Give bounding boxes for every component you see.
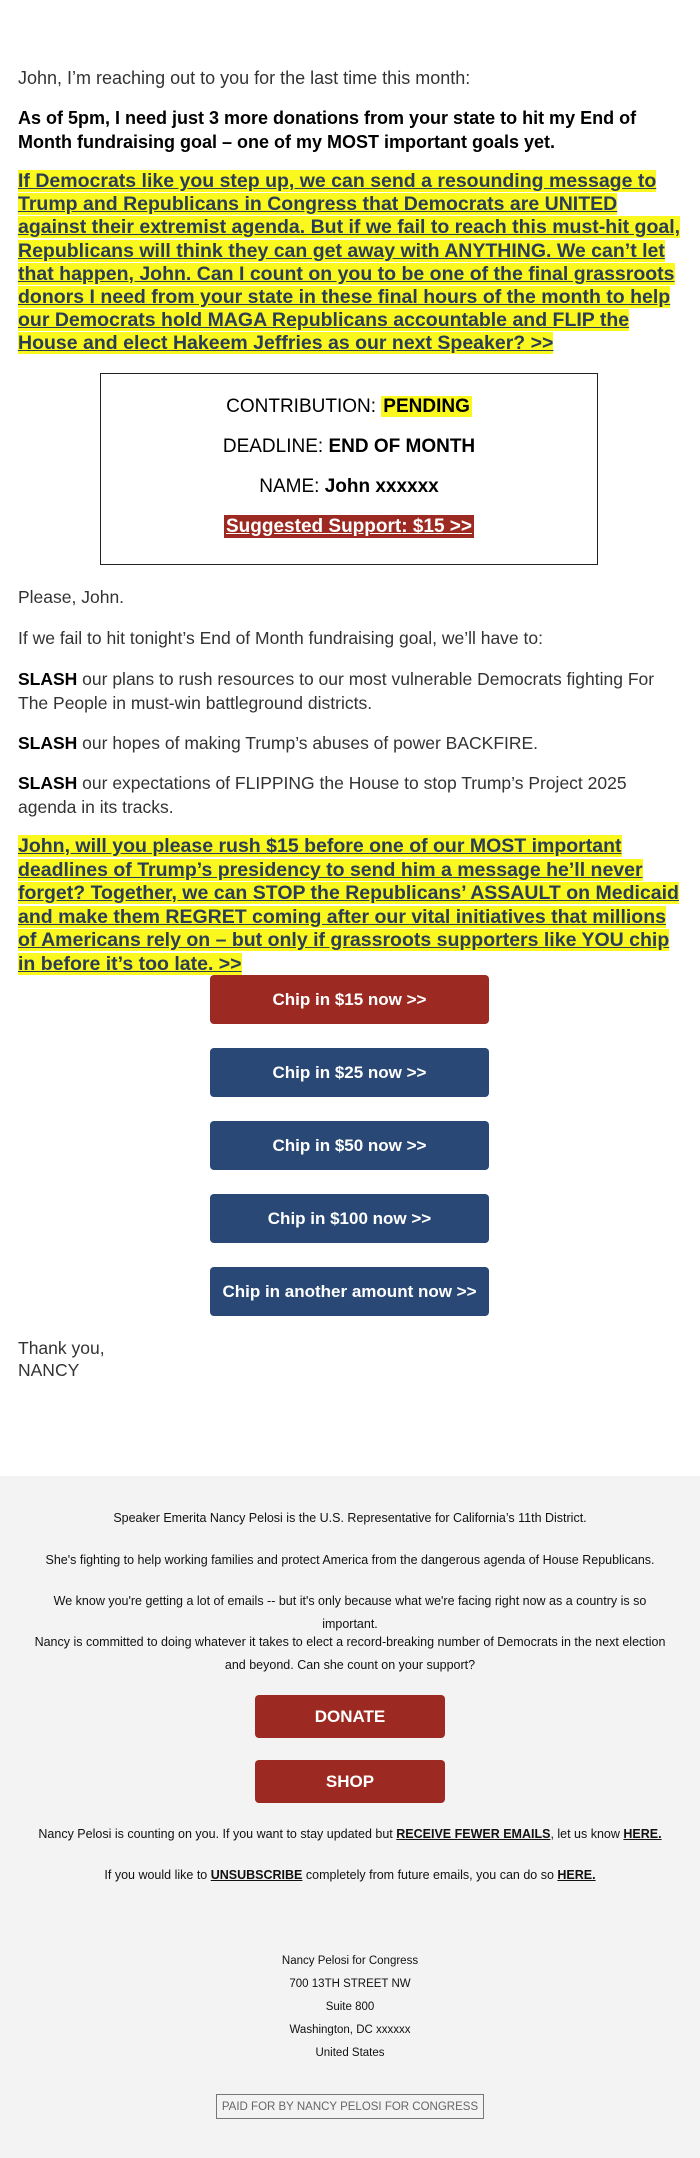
slash-item-3: [18, 771, 682, 819]
footer-emails-text: We know you're getting a lot of emails -- but it's only because what we're facing right now as a country is so important.: [53, 1594, 647, 1631]
name-label: NAME:: [259, 476, 325, 497]
paid-for-disclaimer: PAID FOR BY NANCY PELOSI FOR CONGRESS: [216, 2094, 484, 2119]
address-city: Washington, DC xxxxxx: [289, 2024, 411, 2036]
signoff: Thank you,: [18, 1338, 105, 1358]
slash-text: our plans to rush resources to our most vulnerable Democrats fighting For The People in must-win battleground districts.: [18, 669, 655, 713]
donate-button[interactable]: DONATE: [255, 1695, 445, 1738]
rush-paragraph-link[interactable]: [18, 835, 682, 976]
address-street: 700 13TH STREET NW: [289, 1978, 411, 1990]
email-footer: [0, 1476, 700, 2158]
contribution-box: [100, 373, 598, 565]
fewer-emails-prefix: Nancy Pelosi is counting on you. If you want to stay updated but: [38, 1827, 397, 1841]
footer-district-text: Speaker Emerita Nancy Pelosi is the U.S. Representative for California’s 11th District.: [113, 1511, 587, 1525]
please-text: Please, John.: [18, 587, 125, 607]
deadline-line: [101, 436, 597, 458]
unsubscribe-here-link[interactable]: HERE.: [557, 1868, 596, 1882]
appeal-paragraph-link[interactable]: [18, 170, 682, 356]
support-line: [101, 516, 597, 538]
chip-in-other-button[interactable]: Chip in another amount now >>: [210, 1267, 489, 1316]
footer-support-text: Nancy is committed to doing whatever it takes to elect a record-breaking number of Democrats in the next election and beyond. Can she count on your support?: [34, 1635, 666, 1672]
appeal-link-text[interactable]: If Democrats like you step up, we can send a resounding message to Trump and Republicans in Congress that Democrats are UNITED against their extremist agenda. But if we fail to reach this must-hit goal, Republicans will think they can get away with ANYTHING. We can’t let that happen, John. Can I count on you to be one of the final grassroots donors I need from your state in these final hours of the month to help our Democrats hold MAGA Republicans accountable and FLIP the House and elect Hakeem Jeffries as our next Speaker? >>: [18, 170, 681, 355]
intro-text: John, I’m reaching out to you for the last time this month:: [18, 68, 471, 88]
address-country: United States: [315, 2047, 385, 2059]
deadline-value: END OF MONTH: [328, 436, 476, 457]
address-suite: Suite 800: [325, 2001, 375, 2013]
signature: NANCY: [18, 1360, 80, 1380]
name-line: [101, 476, 597, 498]
slash-item-1: [18, 667, 682, 715]
name-value: John xxxxxx: [324, 476, 439, 497]
contribution-status: PENDING: [383, 396, 470, 417]
slash-word: SLASH: [18, 733, 78, 753]
unsubscribe-prefix: If you would like to: [104, 1868, 211, 1882]
slash-word: SLASH: [18, 773, 78, 793]
goal-paragraph: As of 5pm, I need just 3 more donations from your state to hit my End of Month fundraising goal – one of my MOST important goals yet.: [18, 108, 637, 152]
suggested-support-link[interactable]: Suggested Support: $15 >>: [226, 516, 472, 537]
chip-in-100-button[interactable]: Chip in $100 now >>: [210, 1194, 489, 1243]
chip-in-25-button[interactable]: Chip in $25 now >>: [210, 1048, 489, 1097]
receive-fewer-emails-link[interactable]: RECEIVE FEWER EMAILS: [396, 1827, 551, 1841]
unsubscribe-link[interactable]: UNSUBSCRIBE: [210, 1868, 303, 1882]
deadline-label: DEADLINE:: [222, 436, 329, 457]
contribution-line: [101, 396, 597, 418]
address-org: Nancy Pelosi for Congress: [281, 1955, 419, 1967]
unsubscribe-mid: completely from future emails, you can do so: [302, 1868, 558, 1882]
slash-item-2: [18, 731, 682, 755]
unsubscribe-line: [30, 1864, 670, 1887]
rush-link-text[interactable]: John, will you please rush $15 before one of our MOST important deadlines of Trump’s presidency to send him a message he’ll never forget? Together, we can STOP the Republicans’ ASSAULT on Medicaid and make them REGRET coming after our vital initiatives that millions of Americans rely on – but only if grassroots supporters like YOU chip in before it’s too late. >>: [18, 835, 679, 975]
fail-text: If we fail to hit tonight’s End of Month fundraising goal, we’ll have to:: [18, 628, 543, 648]
slash-word: SLASH: [18, 669, 78, 689]
chip-in-50-button[interactable]: Chip in $50 now >>: [210, 1121, 489, 1170]
slash-text: our hopes of making Trump’s abuses of power BACKFIRE.: [77, 733, 539, 753]
shop-button[interactable]: SHOP: [255, 1760, 445, 1803]
contribution-label: CONTRIBUTION:: [226, 396, 382, 417]
footer-fighting-text: She's fighting to help working families and protect America from the dangerous agenda of House Republicans.: [45, 1553, 655, 1567]
fewer-emails-here-link[interactable]: HERE.: [623, 1827, 662, 1841]
fewer-emails-line: [30, 1823, 670, 1846]
slash-text: our expectations of FLIPPING the House to stop Trump’s Project 2025 agenda in its tracks.: [18, 773, 627, 817]
chip-in-15-button[interactable]: Chip in $15 now >>: [210, 975, 489, 1024]
fewer-emails-mid: , let us know: [550, 1827, 624, 1841]
